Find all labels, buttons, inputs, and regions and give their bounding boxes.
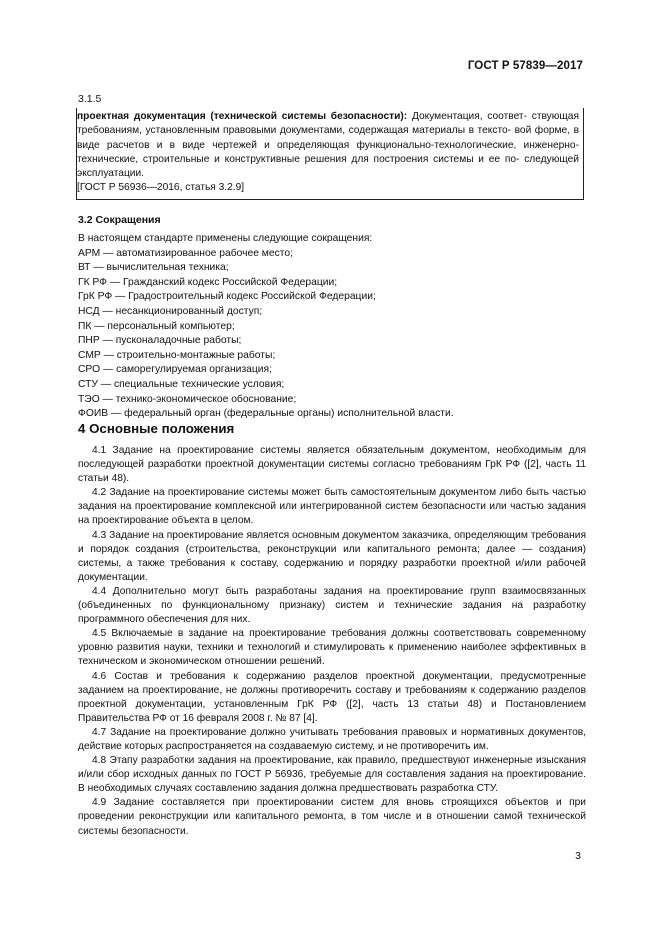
definition-line: вой форме, в виде расчетов и в виде чертежей и определяющая функционально-технологические, (77, 125, 579, 151)
paragraph-4-2: 4.2 Задание на проектирование системы может быть самостоятельным документом либо быть частью задания на проектирование комплексной или интегрированной систем безопасности или частью задания на проектирование объекта в целом. (78, 487, 586, 527)
definition-text (77, 110, 579, 181)
abbreviations-intro: В настоящем стандарте применены следующие сокращения: (78, 233, 373, 244)
abbreviation-item: ФОИВ — федеральный орган (федеральные органы) исполнительной власти. (78, 408, 454, 420)
paragraph-4-1: 4.1 Задание на проектирование системы является обязательным документом, необходимым для последующей разработки проектной документации системы согласно требованиям ГрК РФ ([2], часть 11 статьи 48). (78, 445, 586, 485)
abbreviation-item: СРО — саморегулируемая организация; (78, 364, 272, 376)
chapter-heading: 4 Основные положения (78, 421, 235, 436)
definition-line: ствующая требованиям, установленным правовыми документами, содержащая материалы в тексто- (77, 111, 579, 137)
abbreviation-item: АРМ — автоматизированное рабочее место; (78, 247, 293, 259)
paragraph-4-8: 4.8 Этапу разработки задания на проектирование, как правило, предшествуют инженерные изыскания и/или сбор исходных данных по ГОСТ Р 56936, требуемые для составления задания на проектирование. В необходимых случаях составлению задания должна предшествовать разработка СТУ. (78, 755, 586, 795)
definition-box (76, 108, 584, 200)
section-number: 3.1.5 (78, 93, 102, 105)
abbreviation-item: ТЭО — технико-экономическое обоснование; (78, 393, 297, 405)
abbreviations-list (78, 232, 588, 422)
definition-line: следующей эксплуатации. (77, 153, 579, 180)
definition-term: проектная документация (технической системы безопасности): (77, 111, 408, 122)
paragraph-4-4: 4.4 Дополнительно могут быть разработаны задания на проектирование групп взаимосвязанных (объединенных по функциональному признаку) систем и технические задания на разработку программного обеспечения для них. (78, 585, 586, 626)
page-number: 3 (575, 850, 581, 862)
paragraph-4-3: 4.3 Задание на проектирование является основным документом заказчика, определяющим требования и порядок создания (строительства, реконструкции или капитального ремонта; далее — создания) системы, а также требования к составу, содержанию и порядку разработки проектной и/или рабочей документации. (78, 529, 586, 583)
standard-code-header: ГОСТ Р 57839—2017 (467, 60, 583, 72)
paragraph-4-7: 4.7 Задание на проектирование должно учитывать требования правовых и нормативных документов, действие которых распространяется на создаваемую систему, и не противоречить им. (78, 726, 586, 752)
abbreviation-item: ПК — персональный компьютер; (78, 320, 235, 332)
abbreviation-item: СТУ — специальные технические условия; (78, 378, 285, 390)
abbreviation-item: ГрК РФ — Градостроительный кодекс Российской Федерации; (78, 291, 376, 303)
definition-line: инженерно-технические, строительные и конструктивные решения для построения системы и ее по- (77, 139, 579, 165)
abbreviation-item: НСД — несанкционированный доступ; (78, 305, 263, 317)
paragraph-4-5: 4.5 Включаемые в задание на проектирование требования должны соответствовать современному уровню развития науки, техники и технологий и стимулировать к применению наиболее эффективных в техническом и экономическом отношении решений. (78, 628, 586, 668)
abbreviation-item: ВТ — вычислительная техника; (78, 262, 229, 274)
abbreviation-item: ГК РФ — Гражданский кодекс Российской Федерации; (78, 276, 338, 288)
chapter-body (78, 444, 586, 839)
definition-source: [ГОСТ Р 56936—2016, статья 3.2.9] (77, 182, 245, 194)
abbreviation-item: СМР — строительно-монтажные работы; (78, 349, 276, 361)
definition-line: Документация, соответ- (411, 111, 527, 122)
paragraph-4-9: 4.9 Задание составляется при проектировании систем для вновь строящихся объектов и при проведении реконструкции или капитального ремонта, в том числе и в отношении самой технической системы безопасности. (78, 797, 586, 837)
abbreviations-heading: 3.2 Сокращения (78, 214, 161, 226)
paragraph-4-6: 4.6 Состав и требования к содержанию разделов проектной документации, предусмотренные заданием на проектирование, не должны противоречить составу и требованиям к содержанию разделов проектной документации, установленным ГрК РФ ([2], часть 13 статьи 48) и Постановлением Правительства РФ от 16 февраля 2008 г. № 87 [4]. (78, 670, 586, 724)
abbreviation-item: ПНР — пусконаладочные работы; (78, 335, 242, 347)
